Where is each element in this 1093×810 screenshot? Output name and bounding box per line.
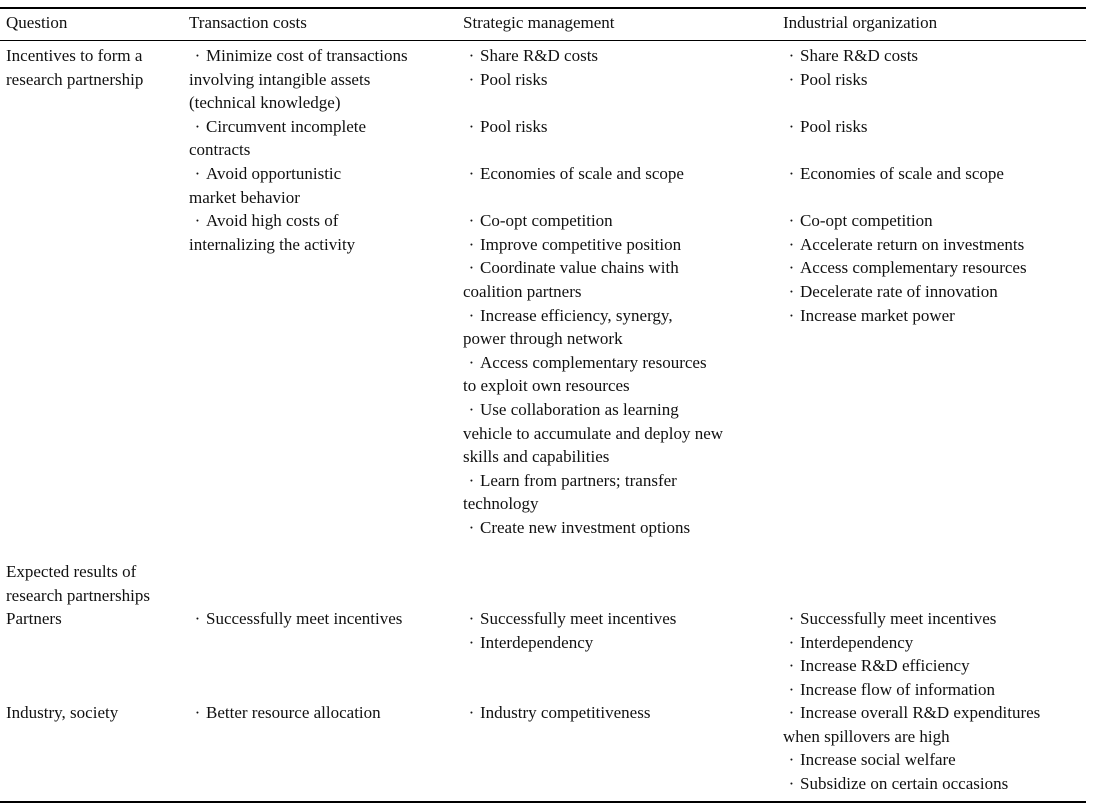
cell-text: Co-opt competition [800,211,933,231]
bullet-icon: · [788,282,795,301]
bullet-icon: · [788,750,795,770]
bullet-icon: · [788,258,795,278]
bullet-icon: · [194,116,201,136]
bullet-icon: · [788,234,795,254]
cell-text: vehicle to accumulate and deploy new [463,423,724,443]
header-industrial-organization: Industrial organization [783,13,938,32]
cell-industrial-organization-line [783,701,1040,725]
cell-text: Share R&D costs [480,46,599,65]
bullet-icon: · [468,632,475,652]
bullet-icon: · [194,609,201,628]
cell-text: Use collaboration as learning [480,400,679,419]
cell-text: Access complementary resources [480,352,707,372]
cell-strategic-management-line [463,233,681,257]
bullet-icon: · [468,69,475,89]
cell-text: Coordinate value chains with [480,258,679,278]
cell-text: research partnerships [6,585,150,605]
cell-transaction-costs-line [189,607,402,631]
cell-strategic-management-line [463,492,539,516]
cell-question-line [6,68,143,92]
cell-text: skills and capabilities [463,447,610,467]
cell-industrial-organization-line [783,256,1027,280]
cell-strategic-management-line [463,607,676,631]
bullet-icon: · [788,773,795,793]
cell-transaction-costs-line [189,138,250,162]
cell-text: research partnership [6,69,144,89]
cell-strategic-management-line [463,209,613,233]
cell-industrial-organization-line [783,607,996,631]
cell-text: Learn from partners; transfer [480,470,677,490]
cell-text: Circumvent incomplete [206,116,367,136]
bullet-icon: · [468,609,475,628]
cell-question-line [6,584,150,608]
bullet-icon: · [194,703,201,722]
cell-text: Create new investment options [480,518,691,537]
bullet-icon: · [468,258,475,278]
cell-text: technology [463,494,539,514]
cell-transaction-costs-line [189,233,355,257]
cell-text: Incentives to form a [6,46,143,65]
cell-strategic-management-line [463,68,548,92]
bullet-icon: · [468,116,475,136]
bullet-icon: · [788,679,795,699]
cell-text: Successfully meet incentives [480,609,677,628]
cell-transaction-costs-line [189,701,381,725]
cell-text: contracts [189,140,251,160]
cell-question-line [6,701,118,725]
cell-strategic-management-line [463,44,598,68]
cell-strategic-management-line [463,351,707,375]
bottom-rule [0,801,1086,803]
bullet-icon: · [468,164,475,183]
cell-text: involving intangible assets [189,69,371,89]
cell-strategic-management-line [463,327,623,351]
cell-industrial-organization-line [783,772,1008,796]
cell-text: Industry competitiveness [480,703,651,722]
cell-industrial-organization-line [783,748,956,772]
cell-text: Pool risks [800,69,868,89]
bullet-icon: · [788,632,795,652]
cell-industrial-organization-line [783,44,918,68]
bullet-icon: · [194,211,201,231]
cell-strategic-management-line [463,280,582,304]
cell-strategic-management-line [463,304,673,328]
cell-text: Co-opt competition [480,211,613,231]
cell-industrial-organization-line [783,725,950,749]
bullet-icon: · [788,164,795,183]
top-rule [0,7,1086,9]
cell-text: Increase efficiency, synergy, [480,305,673,325]
bullet-icon: · [468,470,475,490]
cell-text: Increase R&D efficiency [800,656,970,676]
cell-text: Increase overall R&D expenditures [800,703,1041,722]
cell-text: to exploit own resources [463,376,630,396]
cell-transaction-costs-line [189,115,366,139]
header-question: Question [6,13,68,32]
cell-text: Expected results of [6,562,137,581]
cell-strategic-management-line [463,701,650,725]
cell-strategic-management-line [463,162,684,186]
cell-text: Subsidize on certain occasions [800,773,1009,793]
cell-industrial-organization-line [783,233,1024,257]
cell-text: coalition partners [463,282,582,301]
cell-text: Successfully meet incentives [800,609,997,628]
cell-text: Increase flow of information [800,679,995,699]
cell-text: Interdependency [480,632,594,652]
cell-text: Increase social welfare [800,750,956,770]
cell-question-line [6,607,62,631]
cell-text: Pool risks [480,69,548,89]
header-transaction-costs: Transaction costs [189,13,307,32]
cell-text: Better resource allocation [206,703,381,722]
cell-text: Avoid high costs of [206,211,339,231]
cell-text: Economies of scale and scope [480,164,684,183]
cell-industrial-organization-line [783,631,913,655]
bullet-icon: · [788,703,795,722]
cell-text: power through network [463,329,623,349]
cell-text: internalizing the activity [189,234,356,254]
bullet-icon: · [468,518,475,537]
cell-text: Improve competitive position [480,234,682,254]
cell-industrial-organization-line [783,280,998,304]
cell-industrial-organization-line [783,678,995,702]
cell-industrial-organization-line [783,209,933,233]
bullet-icon: · [194,164,201,183]
cell-text: Pool risks [480,116,548,136]
cell-transaction-costs-line [189,186,300,210]
cell-text: Avoid opportunistic [206,164,342,183]
bullet-icon: · [468,703,475,722]
bullet-icon: · [468,305,475,325]
cell-strategic-management-line [463,115,548,139]
cell-text: Pool risks [800,116,868,136]
cell-text: Decelerate rate of innovation [800,282,998,301]
cell-industrial-organization-line [783,162,1004,186]
bullet-icon: · [468,234,475,254]
bullet-icon: · [788,305,795,325]
header-strategic-management: Strategic management [463,13,615,32]
cell-transaction-costs-line [189,91,341,115]
cell-industrial-organization-line [783,115,868,139]
cell-industrial-organization-line [783,654,970,678]
bullet-icon: · [468,211,475,231]
bullet-icon: · [468,400,475,419]
bullet-icon: · [788,46,795,65]
cell-industrial-organization-line [783,68,868,92]
cell-question-line [6,560,136,584]
cell-text: (technical knowledge) [189,93,341,113]
cell-strategic-management-line [463,631,593,655]
bullet-icon: · [788,116,795,136]
cell-text: Share R&D costs [800,46,919,65]
cell-text: Industry, society [6,703,119,722]
cell-strategic-management-line [463,422,723,446]
cell-text: Partners [6,609,62,628]
cell-strategic-management-line [463,445,609,469]
header-rule [0,40,1086,41]
cell-text: Economies of scale and scope [800,164,1004,183]
cell-text: when spillovers are high [783,726,950,746]
cell-text: Interdependency [800,632,914,652]
bullet-icon: · [194,46,201,65]
cell-text: Accelerate return on investments [800,234,1025,254]
cell-transaction-costs-line [189,68,370,92]
cell-strategic-management-line [463,256,679,280]
cell-strategic-management-line [463,516,690,540]
bullet-icon: · [788,69,795,89]
bullet-icon: · [788,656,795,676]
cell-strategic-management-line [463,469,677,493]
cell-strategic-management-line [463,398,679,422]
bullet-icon: · [788,609,795,628]
cell-transaction-costs-line [189,209,338,233]
cell-strategic-management-line [463,374,630,398]
cell-text: Minimize cost of transactions [206,46,408,65]
bullet-icon: · [788,211,795,231]
bullet-icon: · [468,46,475,65]
cell-text: market behavior [189,187,300,207]
cell-text: Increase market power [800,305,955,325]
cell-text: Successfully meet incentives [206,609,403,628]
cell-transaction-costs-line [189,44,408,68]
cell-text: Access complementary resources [800,258,1027,278]
cell-industrial-organization-line [783,304,955,328]
bullet-icon: · [468,352,475,372]
cell-question-line [6,44,142,68]
cell-transaction-costs-line [189,162,341,186]
